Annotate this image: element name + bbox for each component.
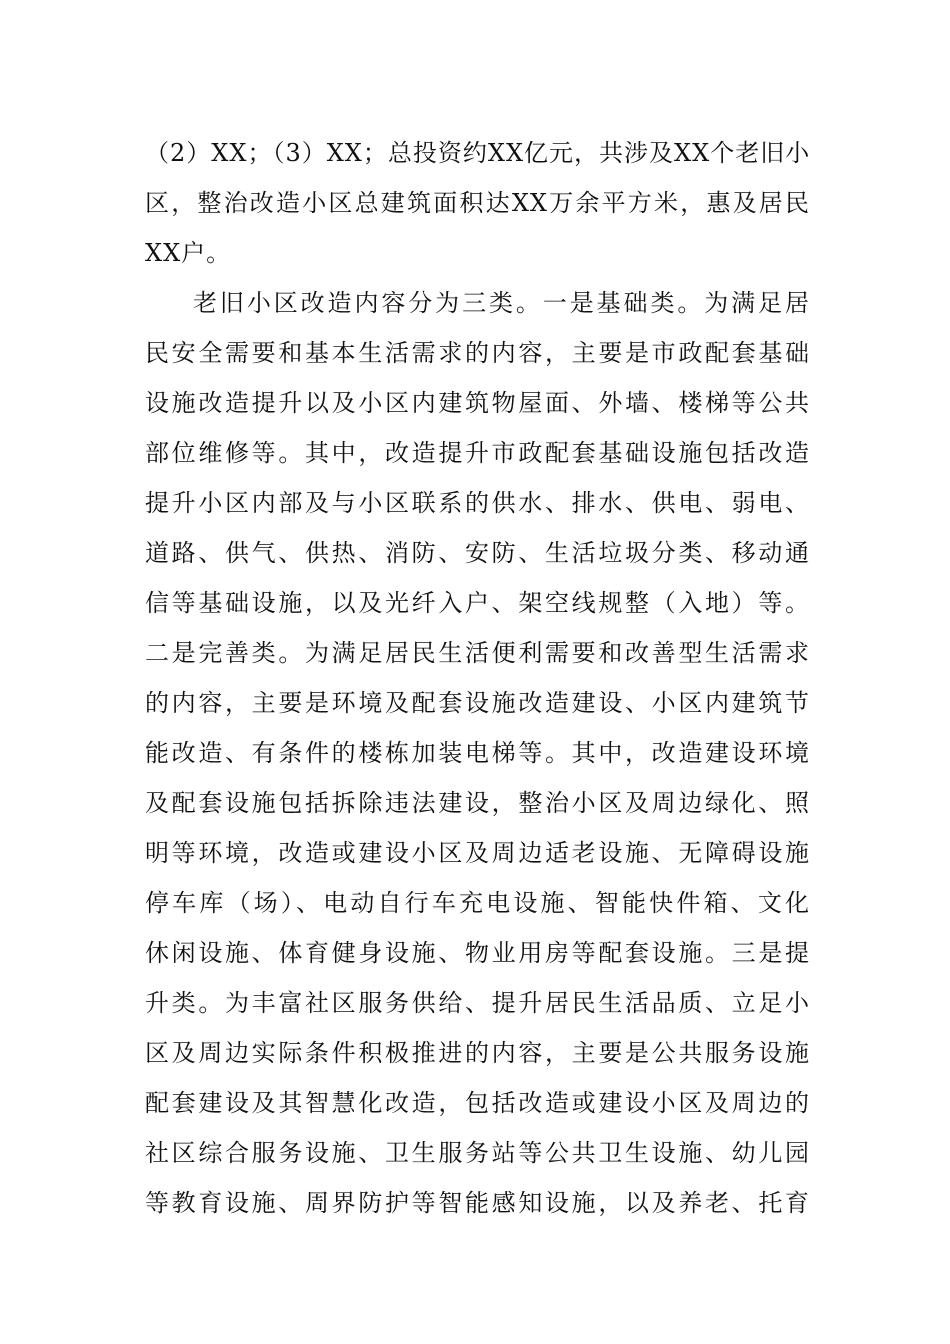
- text-line: 设施改造提升以及小区内建筑物屋面、外墙、楼梯等公共: [145, 389, 810, 417]
- text-line: 民安全需要和基本生活需求的内容，主要是市政配套基础: [145, 339, 810, 367]
- text-line: 配套建设及其智慧化改造，包括改造或建设小区及周边的: [145, 1089, 810, 1117]
- text-line: （2）XX；（3）XX；总投资约XX亿元，共涉及XX个老旧小: [145, 139, 811, 167]
- text-line: 信等基础设施，以及光纤入户、架空线规整（入地）等。: [145, 589, 810, 617]
- text-line: 等教育设施、周界防护等智能感知设施，以及养老、托育: [145, 1189, 810, 1217]
- text-line: 停车库（场）、电动自行车充电设施、智能快件箱、文化: [145, 889, 810, 917]
- text-line: 提升小区内部及与小区联系的供水、排水、供电、弱电、: [145, 489, 810, 517]
- text-line: 明等环境，改造或建设小区及周边适老设施、无障碍设施: [145, 839, 810, 867]
- text-line: XX户。: [145, 239, 232, 267]
- text-line: 二是完善类。为满足居民生活便利需要和改善型生活需求: [145, 639, 810, 667]
- text-line: 能改造、有条件的楼栋加装电梯等。其中，改造建设环境: [145, 739, 810, 767]
- text-line: 社区综合服务设施、卫生服务站等公共卫生设施、幼儿园: [145, 1139, 810, 1167]
- text-line: 老旧小区改造内容分为三类。一是基础类。为满足居: [193, 289, 810, 317]
- document-body: [145, 128, 810, 1228]
- text-line: 升类。为丰富社区服务供给、提升居民生活品质、立足小: [145, 989, 810, 1017]
- text-line: 区，整治改造小区总建筑面积达XX万余平方米，惠及居民: [145, 189, 810, 217]
- text-line: 的内容，主要是环境及配套设施改造建设、小区内建筑节: [145, 689, 810, 717]
- text-line: 道路、供气、供热、消防、安防、生活垃圾分类、移动通: [145, 539, 810, 567]
- text-line: 部位维修等。其中，改造提升市政配套基础设施包括改造: [145, 439, 810, 467]
- text-line: 区及周边实际条件积极推进的内容，主要是公共服务设施: [145, 1039, 810, 1067]
- paragraph-1: [145, 128, 810, 278]
- paragraph-2: [145, 278, 810, 1228]
- text-line: 休闲设施、体育健身设施、物业用房等配套设施。三是提: [145, 939, 810, 967]
- text-line: 及配套设施包括拆除违法建设，整治小区及周边绿化、照: [145, 789, 810, 817]
